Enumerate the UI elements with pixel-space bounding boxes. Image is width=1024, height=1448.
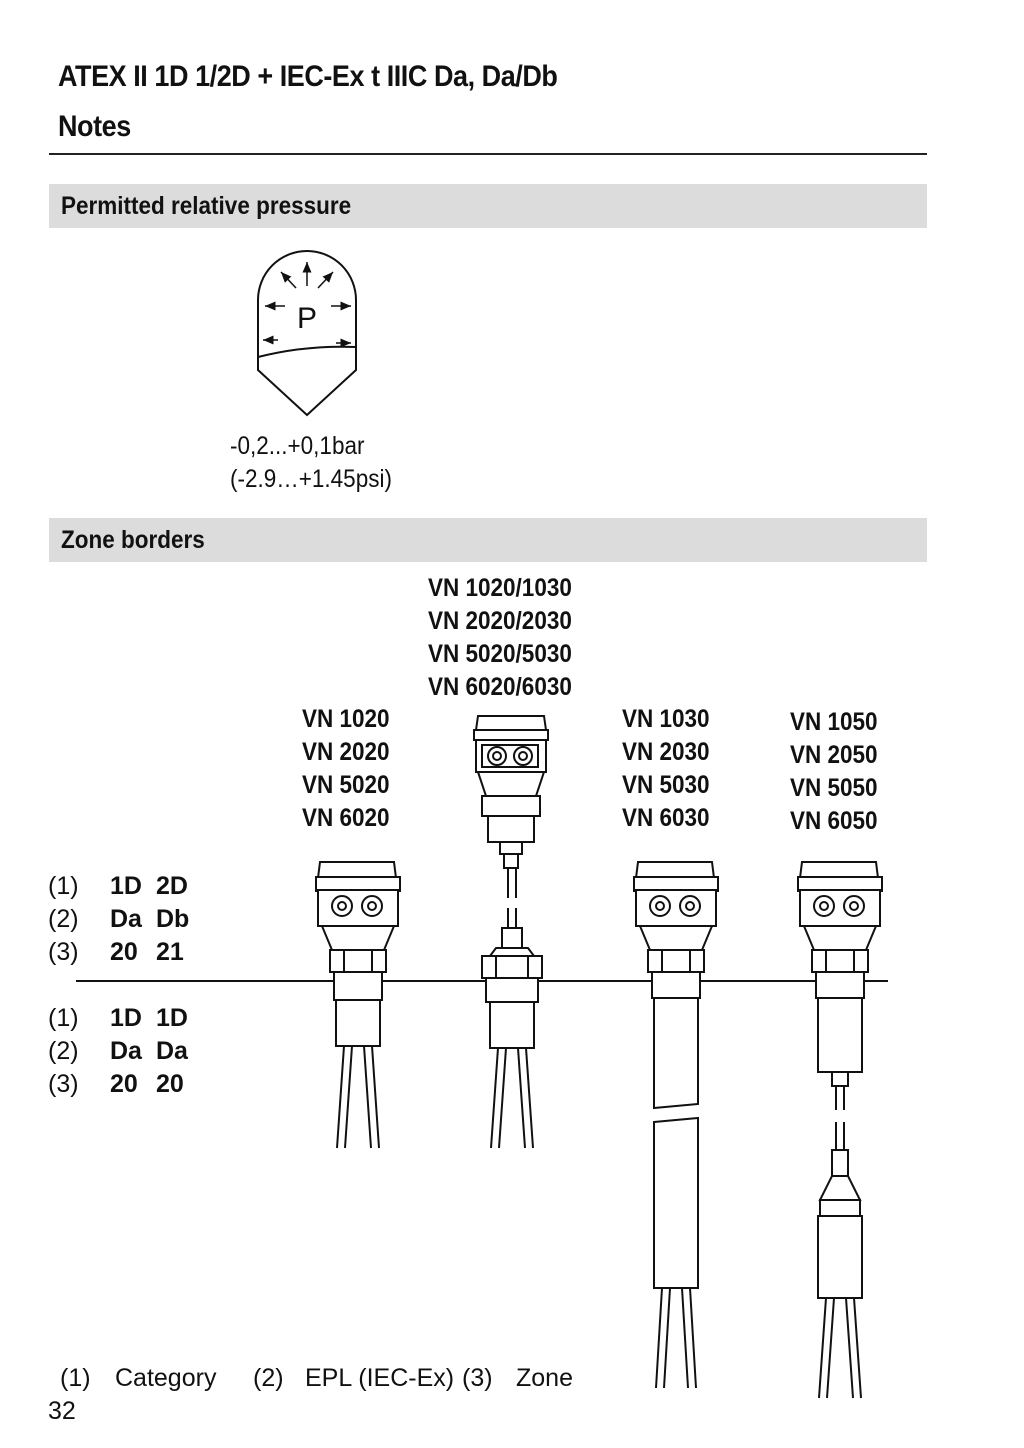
model-label: VN 5050 <box>790 774 878 802</box>
model-label: VN 5030 <box>622 771 710 799</box>
page-title: ATEX II 1D 1/2D + IEC-Ex t IIIC Da, Da/Db <box>58 60 558 93</box>
model-group-compact <box>302 703 390 835</box>
device-compact-fork <box>316 862 400 1148</box>
model-label: VN 6030 <box>622 804 710 832</box>
inside-value: Da <box>110 905 142 933</box>
legend-number: (2) <box>253 1364 284 1392</box>
pressure-section-heading: Permitted relative pressure <box>61 192 352 220</box>
model-label: VN 1050 <box>790 708 878 736</box>
row-number: (1) <box>48 1004 79 1032</box>
row-number: (1) <box>48 872 79 900</box>
model-label: VN 2050 <box>790 741 878 769</box>
page-subtitle: Notes <box>58 110 131 143</box>
legend-category: Category <box>115 1364 217 1392</box>
row-number: (2) <box>48 905 79 933</box>
legend-number: (1) <box>60 1364 91 1392</box>
row-number: (2) <box>48 1037 79 1065</box>
inside-value: 20 <box>110 1070 138 1098</box>
inside-value: 1D <box>110 1004 142 1032</box>
outside-value: 2D <box>156 872 188 900</box>
zone-row <box>48 936 248 969</box>
legend-zone: Zone <box>516 1364 573 1392</box>
zone-row <box>48 1068 248 1101</box>
model-label: VN 1030 <box>622 705 710 733</box>
outside-value: 21 <box>156 938 184 966</box>
model-label: VN 1020/1030 <box>428 574 572 602</box>
model-group-extension <box>622 703 710 835</box>
zone-row <box>48 1035 248 1068</box>
model-label: VN 5020/5030 <box>428 640 572 668</box>
legend-number: (3) <box>462 1364 493 1392</box>
model-label: VN 2020 <box>302 738 390 766</box>
model-group-rope <box>790 706 878 838</box>
zone-section-heading: Zone borders <box>61 526 205 554</box>
device-rope-version <box>798 862 882 1398</box>
model-label: VN 2030 <box>622 738 710 766</box>
outside-value: Db <box>156 905 190 933</box>
device-remote-housing <box>474 716 548 1148</box>
model-label: VN 6020/6030 <box>428 673 572 701</box>
model-label: VN 6020 <box>302 804 390 832</box>
outside-value: 20 <box>156 1070 184 1098</box>
upper-zone-table <box>48 870 248 969</box>
inside-value: 20 <box>110 938 138 966</box>
model-label: VN 2020/2030 <box>428 607 572 635</box>
inside-value: 1D <box>110 872 142 900</box>
zone-row <box>48 1002 248 1035</box>
model-label: VN 5020 <box>302 771 390 799</box>
outside-value: 1D <box>156 1004 188 1032</box>
pressure-range-psi: (-2.9…+1.45psi) <box>230 465 392 493</box>
row-number: (3) <box>48 938 79 966</box>
device-extension-tube <box>634 862 718 1388</box>
pressure-range-bar: -0,2...+0,1bar <box>230 432 365 460</box>
zone-row <box>48 870 248 903</box>
model-label: VN 1020 <box>302 705 390 733</box>
zone-row <box>48 903 248 936</box>
zone-section-band <box>49 518 927 562</box>
inside-value: Da <box>110 1037 142 1065</box>
legend <box>0 1364 700 1394</box>
model-label: VN 6050 <box>790 807 878 835</box>
model-group-remote <box>428 572 572 704</box>
legend-epl: EPL (IEC-Ex) <box>305 1364 455 1392</box>
page-number: 32 <box>48 1397 76 1425</box>
pressure-symbol-letter: P <box>296 302 318 335</box>
outside-value: Da <box>156 1037 188 1065</box>
row-number: (3) <box>48 1070 79 1098</box>
lower-zone-table <box>48 1002 248 1101</box>
